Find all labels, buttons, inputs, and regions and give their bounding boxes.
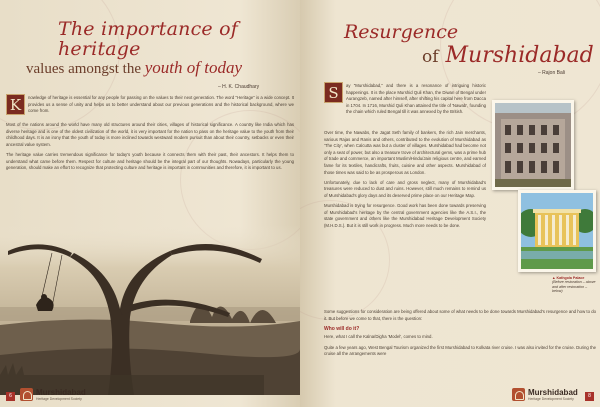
subtitle-accent: youth of today [144,58,242,77]
paragraph: Quite a few years ago, West Bengal Tourism organized the first Murshidabad to Kolkata river cruise. I was also invited for the cruise. During the cruise all the arrangements were [324,344,596,357]
article-title: The importance of heritage [58,18,238,60]
article-body [28,95,294,118]
title-place: Murshidabad [445,43,594,68]
drop-cap: K [6,94,25,115]
palace-before-image [495,103,571,187]
caption-label: ▲ Kathgola Palace [552,276,585,280]
mosque-logo-icon [512,388,525,401]
palace-before-photo [492,100,574,190]
logo-name: Murshidabad [36,387,86,397]
caption-text: (Before restoration – above and after restoration – below) [552,280,596,294]
subtitle-plain: values amongst the [26,61,141,77]
footer-logo [20,388,86,401]
paragraph: Unfortunately, due to lack of care and gross neglect, many of Murshidabad's treasures were reduced to dust and ruins. However, still much remains to remind us of Murshidabad's glory days and its deserved prime place on our Heritage Map. [324,179,486,198]
footer-logo [512,388,578,401]
paragraph: ay "Murshidabad," and there is a resonance of intriguing historic happenings. It is the place Murshid Quli Khan, the Diwan of Bengal under Aurangzeb, named after himself, after shifting his capital here from Dacca in 1704. In 1716, Murshid Quli Khan attained the title of 'Nawab', founding the chain which ruled Bengal till it was annexed by the British. [346,83,486,115]
section-heading: Who will do it? [324,325,360,332]
paragraph: Over time, the Nawabs, the Jagat Seth family of bankers, the rich Jain merchants, various Rajas and Ranis and others, contributed to the evolution of Murshidabad as 'The City', when Calcutta was but a cluster of villages. Murshidabad had become not only a seat of power, but also a treasure trove of architectural gems, was a prime hub of trade and commerce, an important Muslim/Hindu/Jain religious centre, and earned fame for its textiles, handicrafts, fruits, cuisine and other aspects. Murshidabad of those times was said to be as prosperous as London. [324,130,486,175]
article-body-bottom [324,309,596,361]
palace-after-photo [518,190,596,272]
page-number: 6 [6,392,15,401]
page-number: 8 [585,392,594,401]
article-body [346,83,486,120]
right-footer [300,382,600,407]
article-author: – H. K. Chaudhary [218,84,260,90]
article-body-continued [6,122,294,175]
title-of: of [422,47,439,67]
palace-after-image [521,193,593,269]
paragraph: Here, what I call the Kalna/Digha 'Model', comes to mind. [324,334,433,340]
paragraph: Most of the nations around the world have many old structures around their cities, villages of historical significance. A country like India which has diverse heritage and is one of the oldest civilization of the world, it is very important for the nation to pass on the heritage value to the youth from their childhood days. It is an irony that the youth of today is more inclined towards westward modern pursuit than about their country, setbacks or even their ancestral value system. [6,122,294,147]
paragraph: nowledge of heritage is essential for any people for passing on the values to their next generation. The word "Heritage" is a wide concept. It provides us a sense of unity and helps us to better understand about our previous generations and the historical background, where we come from. [28,95,294,114]
right-page [300,0,600,407]
paragraph: Murshidabad is trying for resurgence. Good work has been done towards preserving of Murshidabad's heritage by the central government agencies like the A.S.I., the state government and others like the Murshidabad Heritage Development Society (M.H.D.S.). But it is still work in progress. Much more needs to be done. [324,203,486,228]
article-title: Resurgence [344,21,459,43]
logo-tagline: Heritage Development Society [528,396,574,401]
logo-tagline: Heritage Development Society [36,396,82,401]
tree-swing-illustration [0,225,300,395]
article-body-continued [324,130,486,233]
drop-cap: S [324,82,343,103]
left-footer [0,382,300,407]
article-title-place [422,44,600,69]
logo-name: Murshidabad [528,387,578,397]
tree-swing-photo [0,225,300,395]
mosque-logo-icon [20,388,33,401]
article-author: – Rajon Bali [538,70,565,76]
photo-caption [552,276,598,294]
paragraph: The heritage value carries tremendous significance for today's youth because it connects them with their past, their ancestors. It helps them to understand what came before them. Respect for culture and heritage should be the integral part of our thoughts. Nowadays, particularly the young generation, should make an effort to recognize that protecting culture and heritage is important in communities and therefore, it is important to us. [6,151,294,171]
article-subtitle [26,58,296,78]
paragraph: Some suggestions for consideration are being offered about some of what needs to be done towards Murshidabad's resurgence and how to do it. But before we come to that, there is the question: [324,309,596,321]
